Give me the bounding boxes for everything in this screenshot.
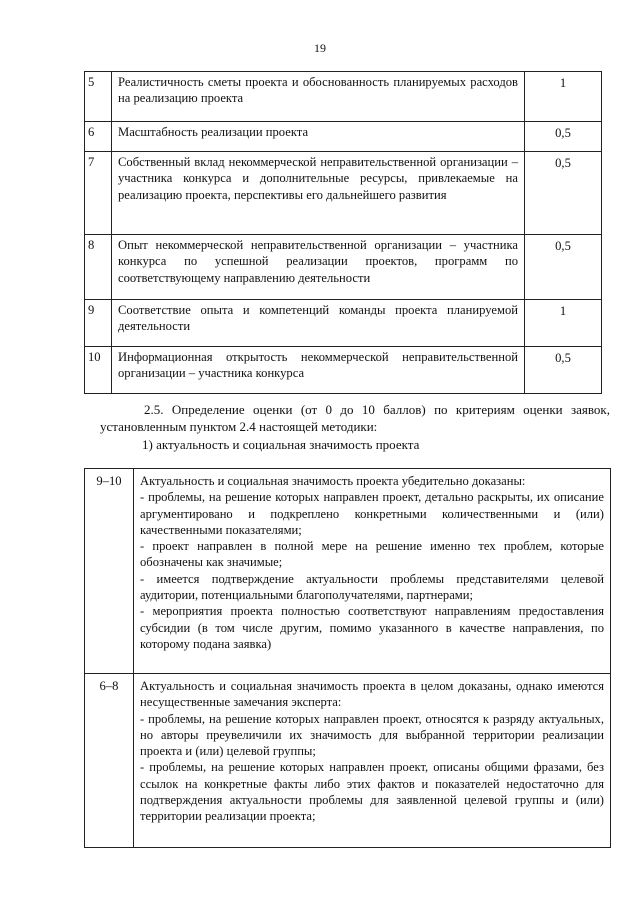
criterion-weight: 0,5: [525, 347, 602, 394]
table-row: [85, 72, 602, 122]
score-line: - мероприятия проекта полностью соответствуют направлениям предоставления субсидии (в том числе другим, помимо указанного в качестве направления, по которому подана заявка): [140, 604, 604, 651]
intro-paragraph: 2.5. Определение оценки (от 0 до 10 баллов) по критериям оценки заявок, установленным пунктом 2.4 настоящей методики:: [100, 402, 610, 434]
criterion-weight: 0,5: [525, 152, 602, 235]
criterion-number: 6: [85, 122, 112, 152]
score-description: [134, 674, 611, 848]
criterion-number: 9: [85, 300, 112, 347]
page-number: 19: [314, 41, 326, 55]
criterion-name: Опыт некоммерческой неправительственной организации – участника конкурса по успешной реализации проектов, программ по соответствующему направлению деятельности: [112, 235, 525, 300]
score-line: - проблемы, на решение которых направлен проект, описаны общими фразами, без ссылок на конкретные факты либо этих фактов и показателей недостаточно для подтверждения актуальности проблемы для заявленной целевой группы и (или) территории реализации проекта;: [140, 760, 604, 824]
score-line: - проблемы, на решение которых направлен проект, относятся к разряду актуальных, но авторы преувеличили их значимость для выбранной территории реализации проекта и (или) целевой группы;: [140, 711, 604, 759]
criterion-number: 5: [85, 72, 112, 122]
criterion-name: Информационная открытость некоммерческой неправительственной организации – участника конкурса: [112, 347, 525, 394]
table-row: [85, 235, 602, 300]
criterion-number: 8: [85, 235, 112, 300]
criterion-name: Масштабность реализации проекта: [112, 122, 525, 152]
score-line: - проблемы, на решение которых направлен проект, детально раскрыты, их описание аргументировано и подкреплено конкретными количественными и (или) качественными показателями;: [140, 490, 604, 537]
table-row: [85, 152, 602, 235]
table-row: [85, 469, 611, 674]
score-table: [84, 468, 611, 848]
criterion-weight: 0,5: [525, 122, 602, 152]
table-row: [85, 674, 611, 848]
criterion-number: 7: [85, 152, 112, 235]
criterion-name: Соответствие опыта и компетенций команды проекта планируемой деятельности: [112, 300, 525, 347]
score-range: 9–10: [85, 469, 134, 674]
criterion-name: Собственный вклад некоммерческой неправительственной организации – участника конкурса и дополнительные ресурсы, привлекаемые на реализацию проекта, перспективы его дальнейшего развития: [112, 152, 525, 235]
table-row: [85, 300, 602, 347]
score-range: 6–8: [85, 674, 134, 848]
table-row: [85, 122, 602, 152]
criterion-weight: 0,5: [525, 235, 602, 300]
item-heading: 1) актуальность и социальная значимость проекта: [142, 437, 420, 452]
criterion-weight: 1: [525, 72, 602, 122]
score-line: Актуальность и социальная значимость проекта в целом доказаны, однако имеются несущественные замечания эксперта:: [140, 679, 604, 710]
table-row: [85, 347, 602, 394]
score-line: Актуальность и социальная значимость проекта убедительно доказаны:: [140, 474, 526, 488]
criteria-table: [84, 71, 602, 394]
criterion-number: 10: [85, 347, 112, 394]
score-line: - проект направлен в полной мере на решение именно тех проблем, которые обозначены как значимые;: [140, 539, 604, 570]
score-line: - имеется подтверждение актуальности проблемы представителями целевой аудитории, потенциальными благополучателями, партнерами;: [140, 571, 604, 603]
criterion-weight: 1: [525, 300, 602, 347]
score-description: [134, 469, 611, 674]
criterion-name: Реалистичность сметы проекта и обоснованность планируемых расходов на реализацию проекта: [112, 72, 525, 122]
